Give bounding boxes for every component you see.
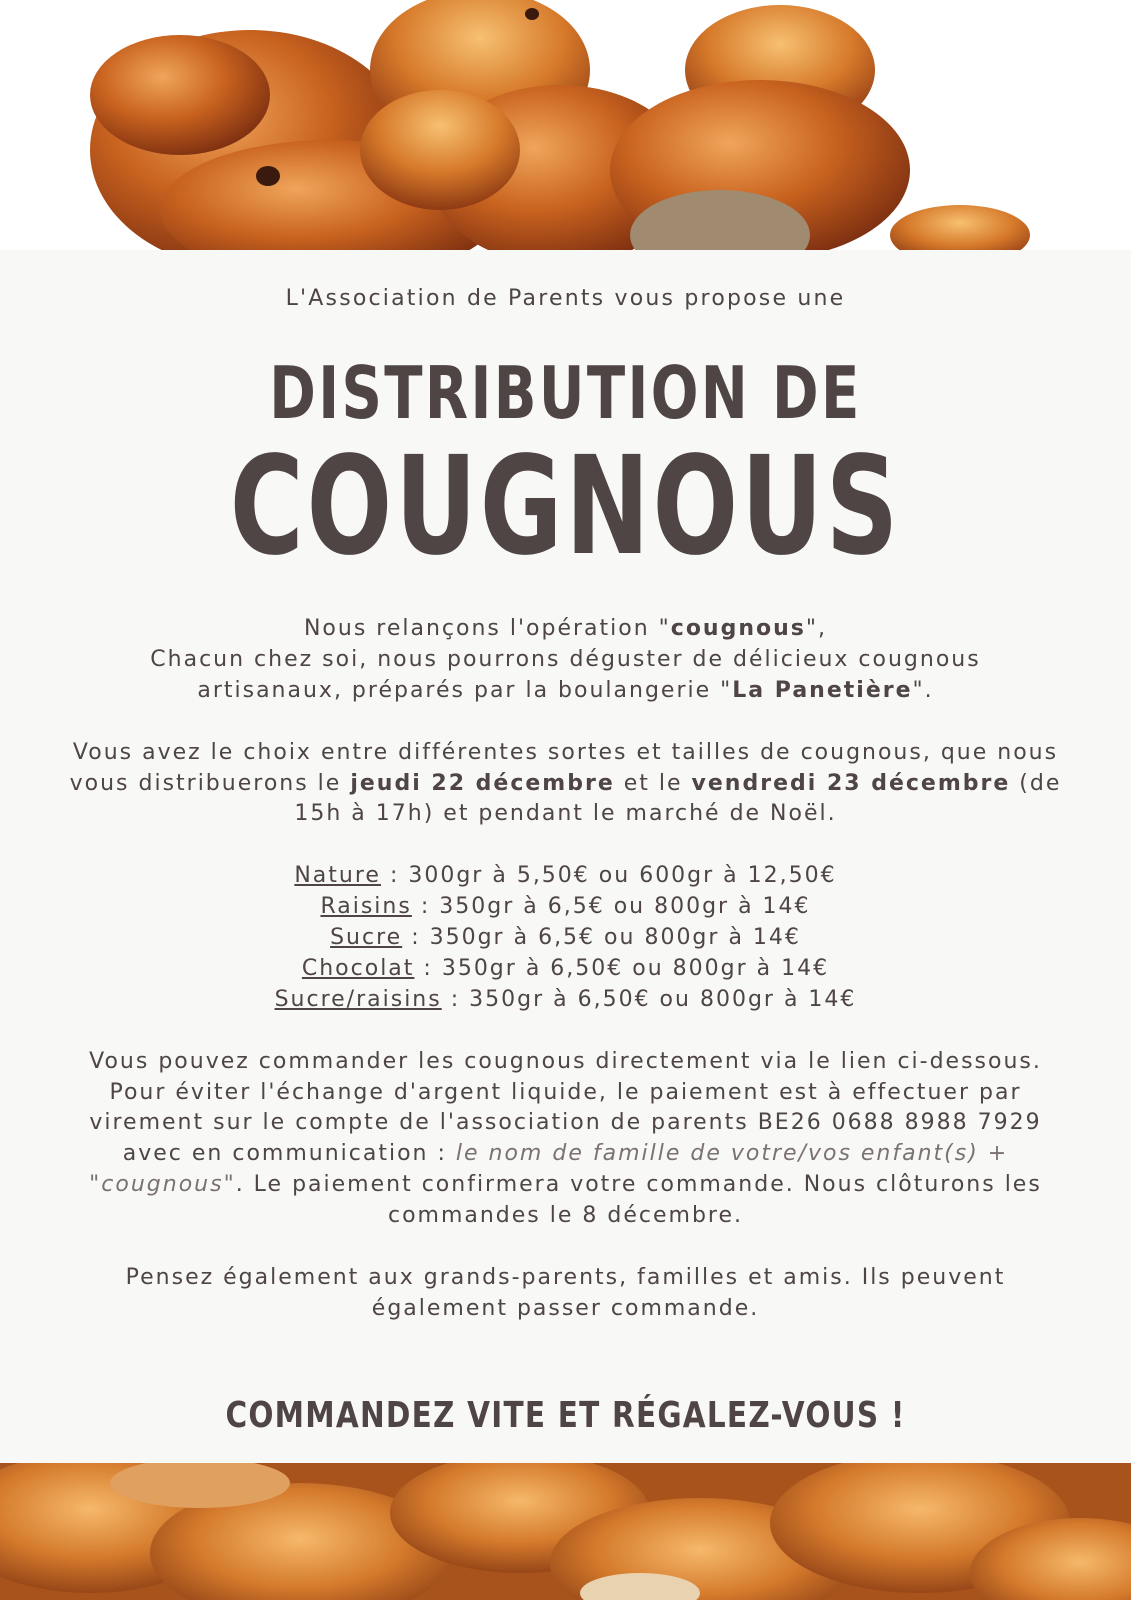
price-line — [60, 861, 1071, 892]
payment-text-end: . Le paiement confirmera votre commande. Nous clôturons les commandes le 8 décembre. — [235, 1172, 1042, 1229]
flyer-content — [60, 250, 1071, 1463]
price-detail: : 350gr à 6,50€ ou 800gr à 14€ — [414, 955, 830, 981]
paragraph-distribution — [60, 738, 1071, 831]
price-name: Sucre — [330, 925, 403, 951]
paragraph-1-line-2: Chacun chez soi, nous pourrons déguster de délicieux cougnous — [150, 646, 981, 672]
paragraph-1-text: Nous relançons l'opération " — [303, 616, 671, 641]
paragraph-operation — [60, 614, 1071, 707]
payment-communication: le nom de famille de votre/vos enfant(s) + "cougnous" — [89, 1141, 1009, 1198]
payment-text: Vous pouvez commander les cougnous directement via le lien ci-dessous. Pour éviter l'échange d'argent liquide, le paiement est à effectuer par virement sur le compte de l'association de parents BE26 0688 8988 7929 avec en communication : — [89, 1048, 1042, 1167]
paragraph-1-line-3: artisanaux, préparés par la boulangerie " — [197, 677, 733, 703]
cougnous-bold: cougnous — [670, 616, 806, 641]
price-detail: : 350gr à 6,50€ ou 800gr à 14€ — [441, 986, 857, 1012]
distribution-text-middle: et le — [614, 770, 692, 796]
title-line-2: COUGNOUS — [229, 428, 902, 586]
distribution-date-1: jeudi 22 décembre — [350, 770, 615, 796]
distribution-date-2: vendredi 23 décembre — [691, 770, 1011, 796]
intro-text: L'Association de Parents vous propose une — [285, 286, 846, 311]
call-to-action: COMMANDEZ VITE ET RÉGALEZ-VOUS ! — [225, 1395, 906, 1436]
price-name: Sucre/raisins — [274, 986, 442, 1012]
distribution-text-end: (de 15h à 17h) et pendant le marché de Noël. — [294, 770, 1062, 827]
footer-bread-image — [0, 1463, 1131, 1600]
distribution-text: Vous avez le choix entre différentes sortes et tailles de cougnous, que nous vous distribuerons le — [69, 739, 1059, 796]
paragraph-order-payment — [60, 1047, 1071, 1232]
price-line — [60, 985, 1071, 1016]
price-line — [60, 892, 1071, 923]
price-detail: : 350gr à 6,5€ ou 800gr à 14€ — [402, 925, 801, 951]
price-line — [60, 923, 1071, 954]
header-bread-image — [0, 0, 1131, 250]
price-detail: : 350gr à 6,5€ ou 800gr à 14€ — [411, 894, 811, 920]
price-name: Nature — [294, 863, 381, 889]
price-name: Raisins — [320, 894, 412, 920]
paragraph-1-text-end: ", — [805, 616, 828, 641]
paragraph-family: Pensez également aux grands-parents, familles et amis. Ils peuvent également passer commande. — [125, 1264, 1006, 1321]
bakery-name: La Panetière — [732, 677, 913, 703]
price-line — [60, 954, 1071, 985]
price-list — [60, 861, 1071, 1016]
title-line-1: DISTRIBUTION DE — [269, 351, 862, 435]
price-name: Chocolat — [301, 955, 415, 981]
paragraph-1-line-3-end: ". — [912, 677, 934, 703]
body-text — [60, 614, 1071, 1356]
price-detail: : 300gr à 5,50€ ou 600gr à 12,50€ — [380, 863, 837, 889]
